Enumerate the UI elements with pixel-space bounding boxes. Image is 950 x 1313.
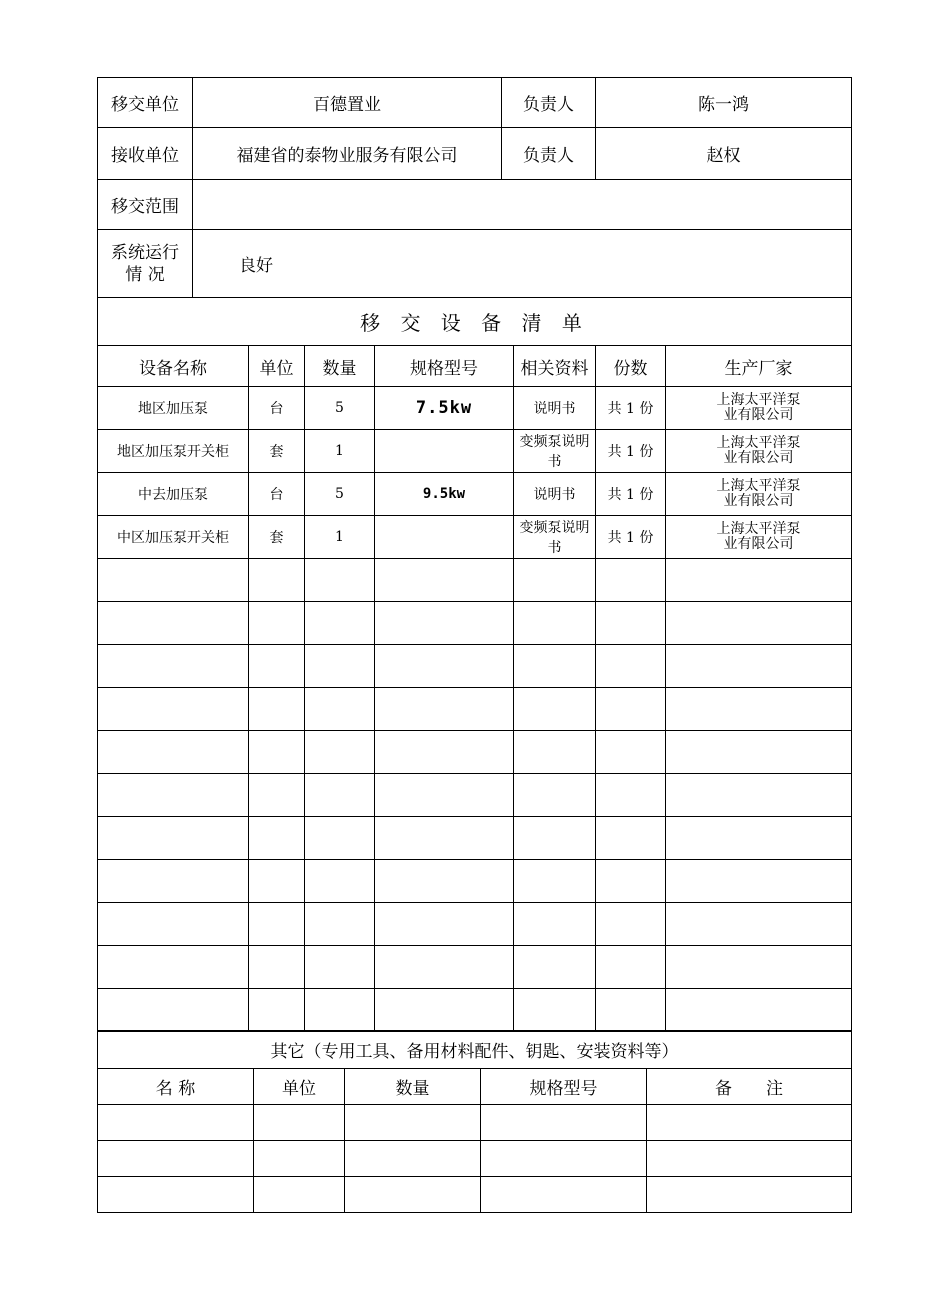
empty-row bbox=[98, 731, 852, 774]
handover-unit-label: 移交单位 bbox=[98, 78, 193, 128]
device-unit: 台 bbox=[249, 387, 305, 430]
header-maker: 生产厂家 bbox=[666, 346, 852, 387]
empty-row bbox=[98, 559, 852, 602]
table-row bbox=[98, 516, 852, 559]
status-value: 良好 bbox=[193, 230, 852, 298]
status-label bbox=[98, 230, 193, 298]
device-qty: 1 bbox=[305, 516, 375, 559]
receiver-unit-label: 接收单位 bbox=[98, 128, 193, 180]
device-maker-line1: 上海太平洋泵 bbox=[716, 478, 801, 494]
device-spec bbox=[375, 430, 514, 473]
device-unit: 台 bbox=[249, 473, 305, 516]
empty-row bbox=[98, 1177, 852, 1213]
empty-row bbox=[98, 645, 852, 688]
others-title: 其它（专用工具、备用材料配件、钥匙、安装资料等） bbox=[98, 1031, 852, 1069]
device-name: 地区加压泵开关柜 bbox=[98, 430, 249, 473]
device-qty: 5 bbox=[305, 473, 375, 516]
empty-row bbox=[98, 774, 852, 817]
header-spec: 规格型号 bbox=[375, 346, 514, 387]
table-row bbox=[98, 430, 852, 473]
others-header-name: 名 称 bbox=[98, 1069, 254, 1105]
empty-row bbox=[98, 602, 852, 645]
handover-unit-value: 百德置业 bbox=[193, 78, 502, 128]
empty-row bbox=[98, 688, 852, 731]
header-quantity: 数量 bbox=[305, 346, 375, 387]
scope-value bbox=[193, 180, 852, 230]
device-name: 中区加压泵开关柜 bbox=[98, 516, 249, 559]
device-unit: 套 bbox=[249, 516, 305, 559]
device-docs: 说明书 bbox=[514, 473, 596, 516]
device-qty: 5 bbox=[305, 387, 375, 430]
empty-row bbox=[98, 1105, 852, 1141]
others-table bbox=[97, 1030, 852, 1213]
empty-row bbox=[98, 903, 852, 946]
handover-equipment-table bbox=[97, 77, 852, 1032]
device-maker bbox=[666, 387, 852, 430]
device-docs: 说明书 bbox=[514, 387, 596, 430]
device-name: 地区加压泵 bbox=[98, 387, 249, 430]
handover-person-label: 负责人 bbox=[502, 78, 596, 128]
handover-person-value: 陈一鸿 bbox=[596, 78, 852, 128]
device-maker-line1: 上海太平洋泵 bbox=[716, 392, 801, 408]
device-maker-line2: 业有限公司 bbox=[723, 407, 794, 423]
table-row bbox=[98, 387, 852, 430]
status-label-line1: 系统运行 bbox=[111, 242, 179, 263]
device-maker bbox=[666, 516, 852, 559]
empty-row bbox=[98, 989, 852, 1032]
header-device-name: 设备名称 bbox=[98, 346, 249, 387]
empty-row bbox=[98, 860, 852, 903]
table-row bbox=[98, 473, 852, 516]
device-maker bbox=[666, 430, 852, 473]
device-unit: 套 bbox=[249, 430, 305, 473]
device-maker-line2: 业有限公司 bbox=[723, 493, 794, 509]
device-name: 中去加压泵 bbox=[98, 473, 249, 516]
device-copies: 共 1 份 bbox=[596, 516, 666, 559]
empty-row bbox=[98, 817, 852, 860]
others-header-unit: 单位 bbox=[254, 1069, 345, 1105]
others-header-remarks: 备 注 bbox=[647, 1069, 852, 1105]
device-docs: 变频泵说明书 bbox=[514, 430, 596, 473]
device-spec bbox=[375, 516, 514, 559]
device-maker-line1: 上海太平洋泵 bbox=[716, 521, 801, 537]
receiver-unit-value: 福建省的泰物业服务有限公司 bbox=[193, 128, 502, 180]
device-copies: 共 1 份 bbox=[596, 473, 666, 516]
status-label-line2: 情 况 bbox=[125, 264, 165, 285]
device-spec: 9.5kw bbox=[375, 473, 514, 516]
device-maker-line2: 业有限公司 bbox=[723, 450, 794, 466]
device-docs: 变频泵说明书 bbox=[514, 516, 596, 559]
device-copies: 共 1 份 bbox=[596, 387, 666, 430]
device-maker-line1: 上海太平洋泵 bbox=[716, 435, 801, 451]
scope-label: 移交范围 bbox=[98, 180, 193, 230]
device-maker bbox=[666, 473, 852, 516]
receiver-person-label: 负责人 bbox=[502, 128, 596, 180]
header-docs: 相关资料 bbox=[514, 346, 596, 387]
device-copies: 共 1 份 bbox=[596, 430, 666, 473]
equipment-list-title: 移 交 设 备 清 单 bbox=[98, 298, 852, 346]
others-header-quantity: 数量 bbox=[345, 1069, 481, 1105]
device-maker-line2: 业有限公司 bbox=[723, 536, 794, 552]
device-spec: 7.5kw bbox=[375, 387, 514, 430]
empty-row bbox=[98, 946, 852, 989]
header-copies: 份数 bbox=[596, 346, 666, 387]
empty-row bbox=[98, 1141, 852, 1177]
device-qty: 1 bbox=[305, 430, 375, 473]
others-header-spec: 规格型号 bbox=[481, 1069, 647, 1105]
receiver-person-value: 赵权 bbox=[596, 128, 852, 180]
header-unit: 单位 bbox=[249, 346, 305, 387]
